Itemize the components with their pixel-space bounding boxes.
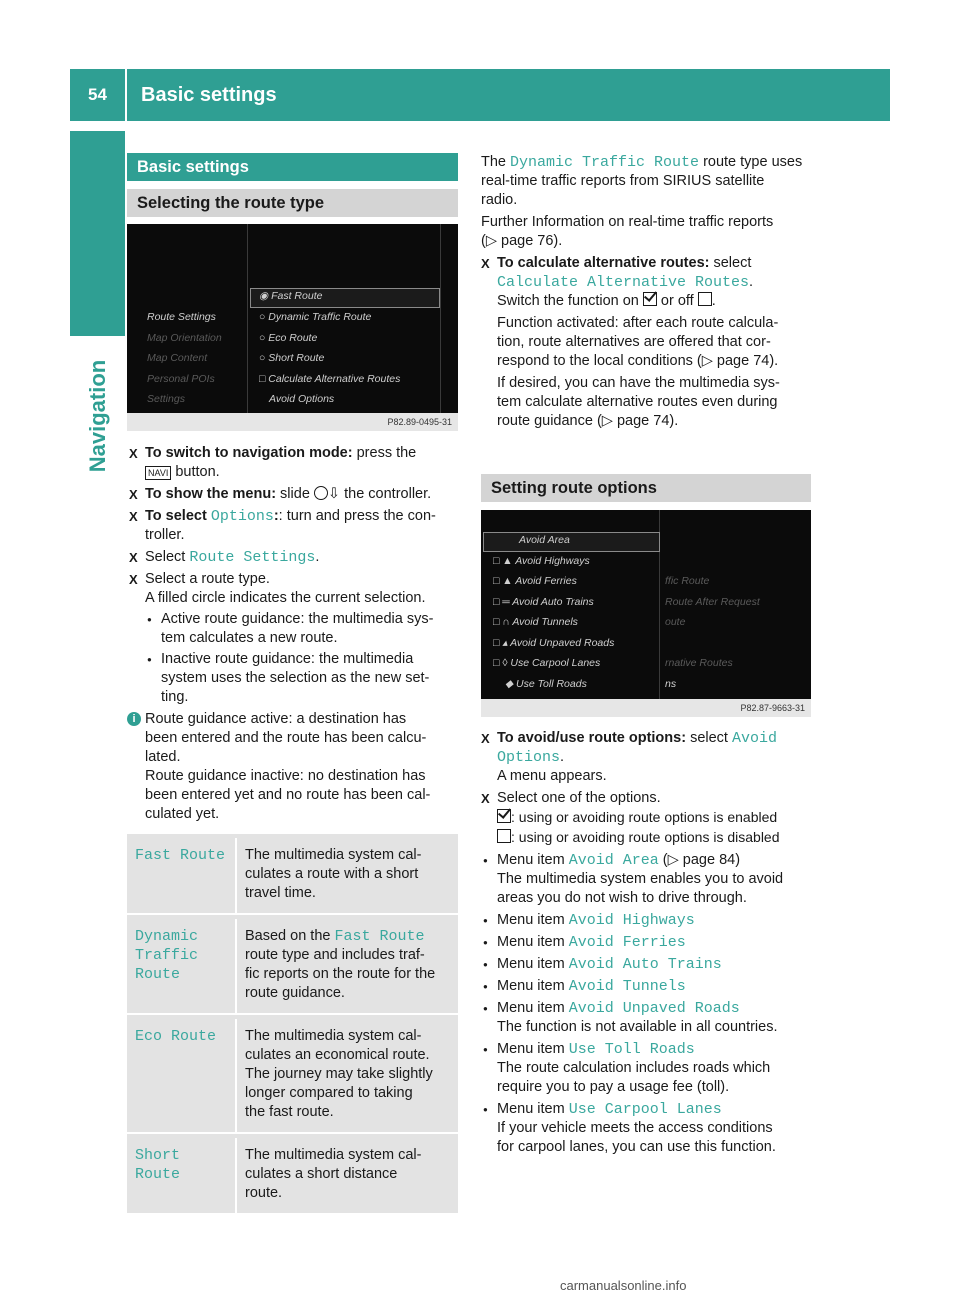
checkbox-checked-icon	[643, 292, 657, 306]
step-show-menu: X To show the menu: slide ⇩ the controller.	[129, 485, 459, 504]
table-row	[127, 1134, 458, 1213]
controller-slide-icon	[314, 486, 328, 500]
bullet-avoid-tunnels: ● Menu item Avoid Tunnels	[481, 977, 815, 996]
screen-option-avoid-area: Avoid Area	[519, 534, 570, 546]
bullet-avoid-auto-trains: ● Menu item Avoid Auto Trains	[481, 955, 815, 974]
if-desired-paragraph: If desired, you can have the multimedia sys- tem calculate alternative routes even during route guidance (▷ page 74).	[497, 375, 780, 429]
screen-selection-highlight	[483, 532, 660, 552]
screen-menu-settings: Settings	[147, 393, 185, 405]
checkbox-empty-icon	[698, 292, 712, 306]
avoid-options-screen-image	[481, 510, 811, 717]
step-avoid-options: X To avoid/use route options: select Avoid Options. A menu appears.	[481, 729, 815, 786]
screen-divider	[247, 224, 248, 413]
screen-option-carpool: □ ◊ Use Carpool Lanes	[493, 657, 601, 669]
screen-menu-personal-pois: Personal POIs	[147, 373, 215, 385]
screen-option-avoid-tunnels: □ ∩ Avoid Tunnels	[493, 616, 578, 628]
table-desc: The multimedia system cal- culates an economical route. The journey may take slightly longer compared to taking the fast route.	[245, 1028, 433, 1120]
chapter-side-bar	[70, 131, 125, 336]
checkbox-checked-icon	[497, 809, 511, 823]
traffic-info-paragraph: Further Information on real-time traffic reports (▷ page 76).	[481, 214, 774, 249]
screen-bg-text: Route After Request	[665, 596, 760, 608]
bullet-inactive-guidance: ● Inactive route guidance: the multimedia system uses the selection as the new set- ting.	[145, 650, 459, 707]
left-instructions	[129, 444, 459, 824]
table-desc: The multimedia system cal- culates a short distance route.	[245, 1147, 422, 1201]
screen-menu-map-orientation: Map Orientation	[147, 332, 222, 344]
bullet-avoid-highways: ● Menu item Avoid Highways	[481, 911, 815, 930]
bullet-use-toll-roads: ● Menu item Use Toll Roads The route calculation includes roads which require you to pay a usage fee (toll).	[481, 1040, 815, 1097]
screen-bg-text: ns	[665, 678, 677, 690]
screen-divider	[440, 224, 441, 413]
screen-option-avoid-ferries: □ ▲ Avoid Ferries	[493, 575, 577, 587]
table-row	[127, 834, 458, 915]
screen-option-toll-roads: ◆ Use Toll Roads	[505, 678, 587, 690]
screen-option-eco-route: ○ Eco Route	[259, 332, 318, 344]
screen-image-code: P82.89-0495-31	[127, 413, 458, 431]
info-icon: i	[127, 712, 141, 726]
step-select-route-settings: X Select Route Settings.	[129, 548, 459, 567]
dynamic-traffic-paragraph: The Dynamic Traffic Route route type uses real-time traffic reports from SIRIUS satellite radio.	[481, 154, 803, 208]
step-select-route-type: X Select a route type. A filled circle indicates the current selection.	[129, 570, 459, 608]
screen-option-avoid-highways: □ ▲ Avoid Highways	[493, 555, 590, 567]
screen-option-avoid-options: Avoid Options	[269, 393, 335, 405]
screen-bg-text: rnative Routes	[665, 657, 733, 669]
table-key: Eco Route	[127, 1019, 237, 1132]
screen-option-avoid-unpaved: □ ▴ Avoid Unpaved Roads	[493, 637, 615, 649]
bullet-use-carpool: ● Menu item Use Carpool Lanes If your vehicle meets the access conditions for carpool lanes, you can use this function.	[481, 1100, 815, 1157]
table-desc: Based on the Fast Route route type and includes traf- fic reports on the route for the route guidance.	[245, 928, 436, 1001]
table-row	[127, 915, 458, 1015]
bullet-avoid-area: ● Menu item Avoid Area (▷ page 84) The multimedia system enables you to avoid areas you do not wish to drive through.	[481, 851, 815, 908]
step-select-option: X Select one of the options. : using or avoiding route options is enabled : using or avoiding route options is disabled	[481, 789, 815, 848]
screen-menu-map-content: Map Content	[147, 352, 208, 364]
function-activated-paragraph: Function activated: after each route calcula- tion, route alternatives are offered that cor- respond to the local conditions (▷ page 74).	[497, 315, 779, 369]
screen-option-alt-routes: □ Calculate Alternative Routes	[259, 373, 401, 385]
screen-image-code: P82.87-9663-31	[481, 699, 811, 717]
page-header-title: Basic settings	[141, 83, 277, 106]
info-note: i Route guidance active: a destination has been entered and the route has been calcu- lated. Route guidance inactive: no destination has been entered yet and no route has been cal- culated yet.	[129, 710, 459, 824]
step-select-options: X To select Options:: turn and press the con- troller.	[129, 507, 459, 545]
watermark-text: carmanualsonline.info	[560, 1278, 687, 1293]
bullet-avoid-ferries: ● Menu item Avoid Ferries	[481, 933, 815, 952]
step-alternative-routes: X To calculate alternative routes: select Calculate Alternative Routes. Switch the function on or off .	[481, 254, 815, 311]
table-key: Short Route	[127, 1138, 237, 1213]
table-desc: The multimedia system cal- culates a route with a short travel time.	[245, 847, 422, 901]
screen-option-fast-route: ◉ Fast Route	[259, 290, 323, 302]
screen-bg-text: oute	[665, 616, 686, 628]
right-instructions	[481, 729, 815, 1157]
table-key: Dynamic Traffic Route	[127, 919, 237, 1013]
table-key: Fast Route	[127, 838, 237, 913]
screen-option-short-route: ○ Short Route	[259, 352, 325, 364]
section-title-basic-settings: Basic settings	[127, 153, 458, 181]
page-number: 54	[88, 85, 107, 104]
subsection-title-route-options: Setting route options	[481, 474, 811, 502]
bullet-active-guidance: ● Active route guidance: the multimedia sys- tem calculates a new route.	[145, 610, 459, 648]
step-switch-nav-mode: X To switch to navigation mode: press the NAVI button.	[129, 444, 459, 482]
screen-menu-route-settings: Route Settings	[147, 311, 216, 323]
chapter-side-label: Navigation	[84, 359, 110, 473]
checkbox-empty-icon	[497, 829, 511, 843]
header-divider	[125, 69, 127, 121]
screen-option-avoid-auto-trains: □ ═ Avoid Auto Trains	[493, 596, 594, 608]
navi-key-icon: NAVI	[145, 466, 171, 480]
screen-bg-text: ffic Route	[665, 575, 710, 587]
bullet-avoid-unpaved: ● Menu item Avoid Unpaved Roads The function is not available in all countries.	[481, 999, 815, 1037]
screen-option-dynamic-traffic: ○ Dynamic Traffic Route	[259, 311, 372, 323]
right-intro	[481, 153, 815, 431]
route-type-table	[127, 834, 458, 1213]
table-row	[127, 1015, 458, 1134]
subsection-title-route-type: Selecting the route type	[127, 189, 458, 217]
route-settings-screen-image	[127, 224, 458, 431]
